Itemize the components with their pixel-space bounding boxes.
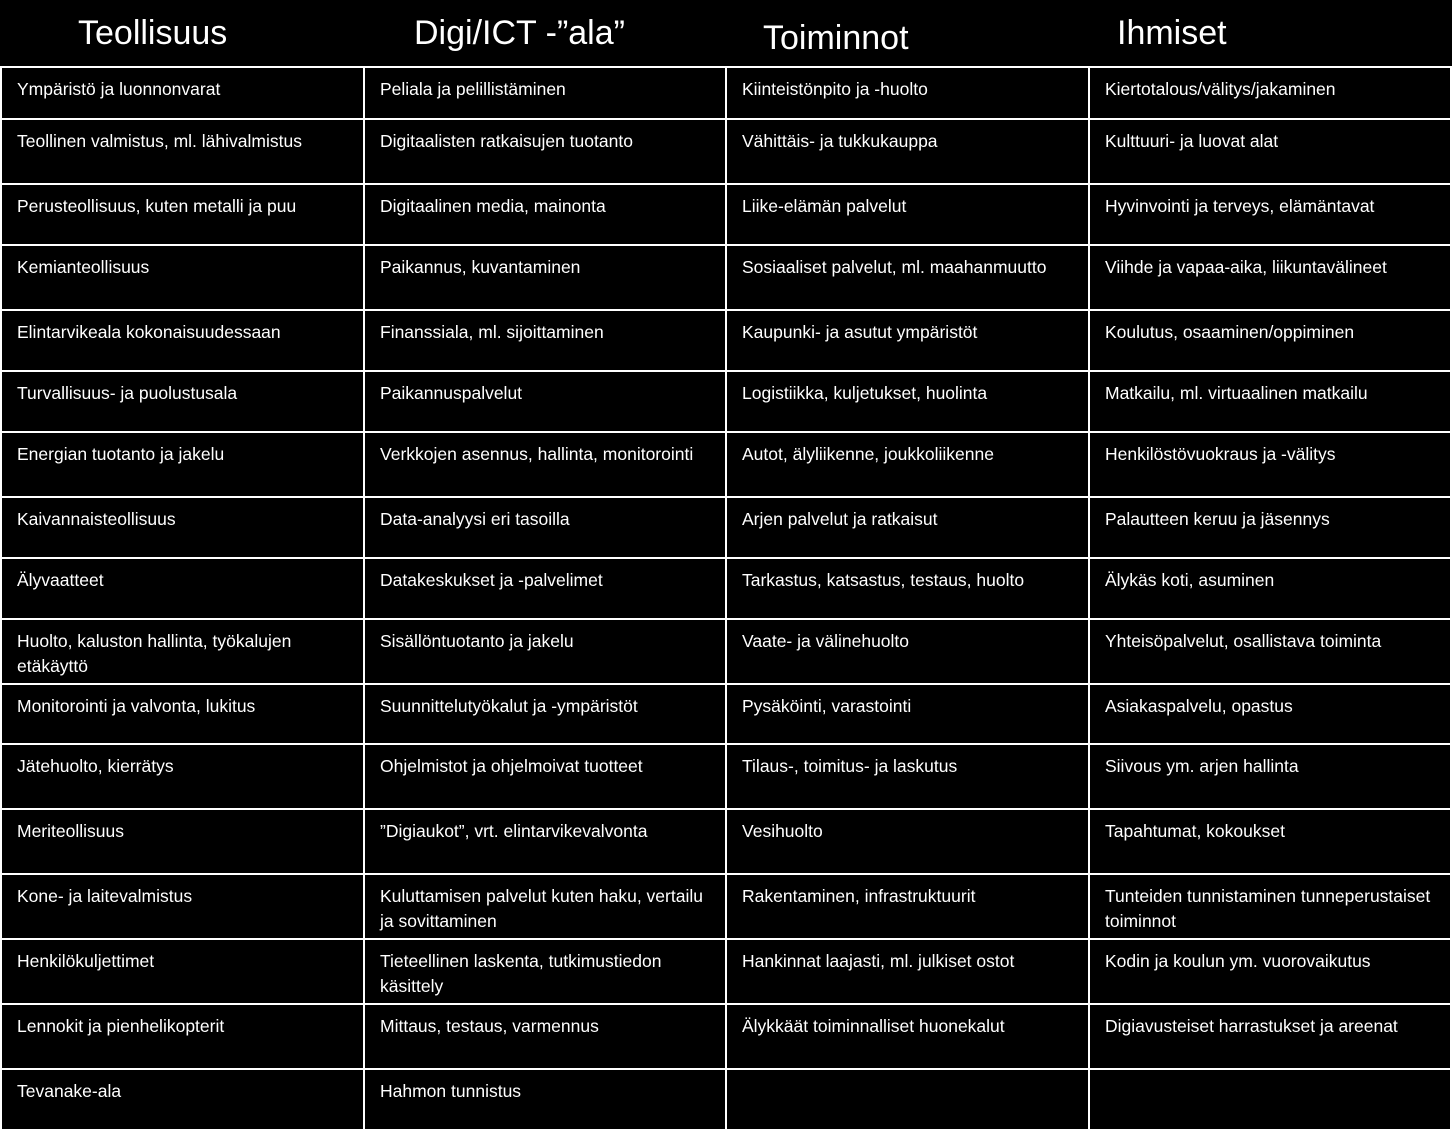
- header-teollisuus: Teollisuus: [78, 14, 228, 52]
- table-cell: Sosiaaliset palvelut, ml. maahanmuutto: [726, 245, 1089, 310]
- table-row: [1, 1004, 1451, 1069]
- header-digi-ict: Digi/ICT -”ala”: [414, 14, 625, 52]
- table-cell: Paikannuspalvelut: [364, 371, 726, 432]
- table-cell: Vesihuolto: [726, 809, 1089, 874]
- table-cell: Matkailu, ml. virtuaalinen matkailu: [1089, 371, 1451, 432]
- table-cell: Ohjelmistot ja ohjelmoivat tuotteet: [364, 744, 726, 809]
- column-header-row: [0, 0, 1354, 66]
- table-cell: Digitaalinen media, mainonta: [364, 184, 726, 245]
- table-row: [1, 1069, 1451, 1130]
- table-cell: Turvallisuus- ja puolustusala: [1, 371, 364, 432]
- table-cell: Logistiikka, kuljetukset, huolinta: [726, 371, 1089, 432]
- table-cell: Tarkastus, katsastus, testaus, huolto: [726, 558, 1089, 619]
- table-cell: Tapahtumat, kokoukset: [1089, 809, 1451, 874]
- table-cell: Kuluttamisen palvelut kuten haku, vertailu ja sovittaminen: [364, 874, 726, 939]
- table-cell: Suunnittelutyökalut ja -ympäristöt: [364, 684, 726, 744]
- table-cell: Liike-elämän palvelut: [726, 184, 1089, 245]
- table-cell: Perusteollisuus, kuten metalli ja puu: [1, 184, 364, 245]
- table-cell: Huolto, kaluston hallinta, työkalujen etäkäyttö: [1, 619, 364, 684]
- table-row: [1, 874, 1451, 939]
- table-row: [1, 497, 1451, 558]
- table-cell: Kiertotalous/välitys/jakaminen: [1089, 67, 1451, 119]
- table-cell: Siivous ym. arjen hallinta: [1089, 744, 1451, 809]
- table-cell: Palautteen keruu ja jäsennys: [1089, 497, 1451, 558]
- table-row: [1, 245, 1451, 310]
- table-cell: Verkkojen asennus, hallinta, monitorointi: [364, 432, 726, 497]
- table-cell: Digiavusteiset harrastukset ja areenat: [1089, 1004, 1451, 1069]
- table-cell: Mittaus, testaus, varmennus: [364, 1004, 726, 1069]
- table-cell: Kone- ja laitevalmistus: [1, 874, 364, 939]
- table-row: [1, 558, 1451, 619]
- table-cell: Peliala ja pelillistäminen: [364, 67, 726, 119]
- table-cell: Hyvinvointi ja terveys, elämäntavat: [1089, 184, 1451, 245]
- table-cell: Yhteisöpalvelut, osallistava toiminta: [1089, 619, 1451, 684]
- table-cell: Asiakaspalvelu, opastus: [1089, 684, 1451, 744]
- table-row: [1, 119, 1451, 184]
- table-row: [1, 809, 1451, 874]
- table-cell: Hankinnat laajasti, ml. julkiset ostot: [726, 939, 1089, 1004]
- table-cell: Digitaalisten ratkaisujen tuotanto: [364, 119, 726, 184]
- table-row: [1, 939, 1451, 1004]
- table-cell: Hahmon tunnistus: [364, 1069, 726, 1130]
- table-cell: Koulutus, osaaminen/oppiminen: [1089, 310, 1451, 371]
- table-cell: Henkilöstövuokraus ja -välitys: [1089, 432, 1451, 497]
- table-cell: Datakeskukset ja -palvelimet: [364, 558, 726, 619]
- table-row: [1, 744, 1451, 809]
- table-cell: Jätehuolto, kierrätys: [1, 744, 364, 809]
- table-row: [1, 684, 1451, 744]
- table-cell: Data-analyysi eri tasoilla: [364, 497, 726, 558]
- table-cell: Finanssiala, ml. sijoittaminen: [364, 310, 726, 371]
- table-cell: Pysäköinti, varastointi: [726, 684, 1089, 744]
- table-cell: [726, 1069, 1089, 1130]
- table-row: [1, 432, 1451, 497]
- table-cell: Tieteellinen laskenta, tutkimustiedon käsittely: [364, 939, 726, 1004]
- table-cell: Arjen palvelut ja ratkaisut: [726, 497, 1089, 558]
- table-cell: Lennokit ja pienhelikopterit: [1, 1004, 364, 1069]
- table-cell: Autot, älyliikenne, joukkoliikenne: [726, 432, 1089, 497]
- table-cell: Kodin ja koulun ym. vuorovaikutus: [1089, 939, 1451, 1004]
- table-cell: Vaate- ja välinehuolto: [726, 619, 1089, 684]
- table-row: [1, 371, 1451, 432]
- header-ihmiset: Ihmiset: [1117, 14, 1227, 52]
- table-cell: Kiinteistönpito ja -huolto: [726, 67, 1089, 119]
- table-cell: Tilaus-, toimitus- ja laskutus: [726, 744, 1089, 809]
- table-row: [1, 310, 1451, 371]
- table-cell: Kaupunki- ja asutut ympäristöt: [726, 310, 1089, 371]
- table-cell: Energian tuotanto ja jakelu: [1, 432, 364, 497]
- header-toiminnot: Toiminnot: [763, 19, 909, 57]
- table-cell: Monitorointi ja valvonta, lukitus: [1, 684, 364, 744]
- table-row: [1, 619, 1451, 684]
- table-cell: Kemianteollisuus: [1, 245, 364, 310]
- table-cell: Meriteollisuus: [1, 809, 364, 874]
- table-cell: Kaivannaisteollisuus: [1, 497, 364, 558]
- table-cell: Teollinen valmistus, ml. lähivalmistus: [1, 119, 364, 184]
- table-cell: Kulttuuri- ja luovat alat: [1089, 119, 1451, 184]
- table-cell: ”Digiaukot”, vrt. elintarvikevalvonta: [364, 809, 726, 874]
- table-cell: Sisällöntuotanto ja jakelu: [364, 619, 726, 684]
- table-cell: [1089, 1069, 1451, 1130]
- table-cell: Tevanake-ala: [1, 1069, 364, 1130]
- table-row: [1, 67, 1451, 119]
- table-cell: Tunteiden tunnistaminen tunneperustaiset toiminnot: [1089, 874, 1451, 939]
- table-cell: Rakentaminen, infrastruktuurit: [726, 874, 1089, 939]
- table-cell: Älykäs koti, asuminen: [1089, 558, 1451, 619]
- table-cell: Älykkäät toiminnalliset huonekalut: [726, 1004, 1089, 1069]
- table-cell: Ympäristö ja luonnonvarat: [1, 67, 364, 119]
- table-cell: Paikannus, kuvantaminen: [364, 245, 726, 310]
- table-cell: Vähittäis- ja tukkukauppa: [726, 119, 1089, 184]
- table-cell: Viihde ja vapaa-aika, liikuntavälineet: [1089, 245, 1451, 310]
- category-table: [0, 66, 1452, 1131]
- table-cell: Henkilökuljettimet: [1, 939, 364, 1004]
- table-cell: Älyvaatteet: [1, 558, 364, 619]
- table-cell: Elintarvikeala kokonaisuudessaan: [1, 310, 364, 371]
- table-row: [1, 184, 1451, 245]
